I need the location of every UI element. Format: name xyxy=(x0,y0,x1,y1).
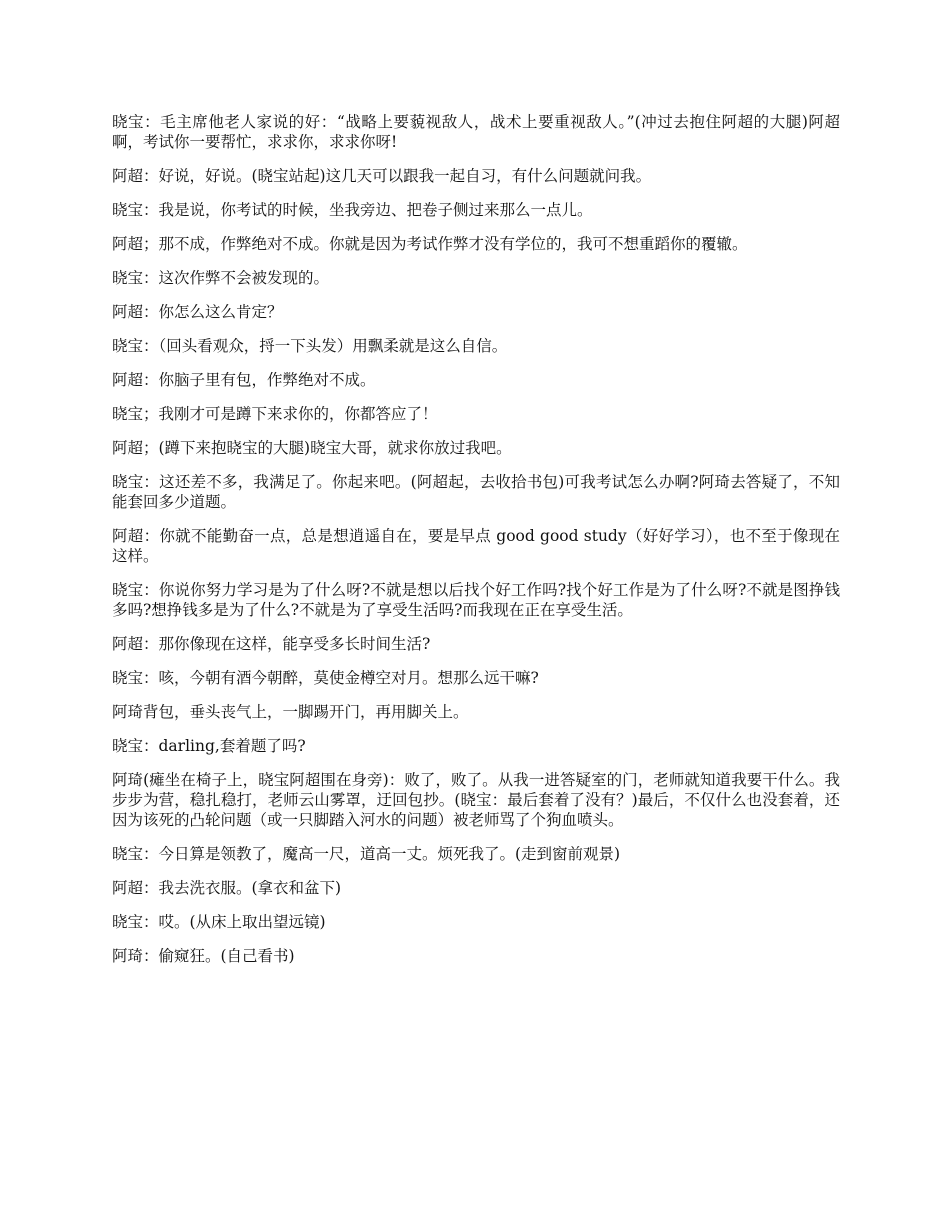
dialogue-paragraph: 晓宝：我是说，你考试的时候，坐我旁边、把卷子侧过来那么一点儿。 xyxy=(112,201,593,219)
dialogue-paragraph: 阿超：你就不能勤奋一点，总是想逍遥自在，要是早点 good good study（好好学习），也不至于像现在这样。 xyxy=(112,527,840,565)
dialogue-paragraph: 晓宝：哎。(从床上取出望远镜) xyxy=(112,913,326,931)
dialogue-paragraph: 晓宝：darling,套着题了吗? xyxy=(112,737,306,755)
stage-direction-paragraph: 阿琦背包，垂头丧气上，一脚踢开门，再用脚关上。 xyxy=(112,703,469,721)
dialogue-paragraph: 阿超：好说，好说。(晓宝站起)这几天可以跟我一起自习，有什么问题就问我。 xyxy=(112,167,652,185)
dialogue-paragraph: 阿琦：偷窥狂。(自己看书) xyxy=(112,947,295,965)
dialogue-paragraph: 晓宝：你说你努力学习是为了什么呀?不就是想以后找个好工作吗?找个好工作是为了什么呀?不就是图挣钱多吗?想挣钱多是为了什么?不就是为了享受生活吗?而我现在正在享受生活。 xyxy=(112,581,840,619)
dialogue-paragraph: 阿超；那不成，作弊绝对不成。你就是因为考试作弊才没有学位的，我可不想重蹈你的覆辙。 xyxy=(112,235,748,253)
dialogue-paragraph: 晓宝：今日算是领教了，魔高一尺，道高一丈。烦死我了。(走到窗前观景) xyxy=(112,845,621,863)
dialogue-paragraph: 阿超：我去洗衣服。(拿衣和盆下) xyxy=(112,879,342,897)
dialogue-paragraph: 晓宝；我刚才可是蹲下来求你的，你都答应了！ xyxy=(112,405,438,423)
dialogue-paragraph: 阿超；(蹲下来抱晓宝的大腿)晓宝大哥，就求你放过我吧。 xyxy=(112,439,512,457)
dialogue-paragraph: 晓宝：这次作弊不会被发现的。 xyxy=(112,269,330,287)
dialogue-paragraph: 阿超：那你像现在这样，能享受多长时间生活? xyxy=(112,635,431,653)
script-text-body xyxy=(112,112,840,980)
dialogue-paragraph: 晓宝：（回头看观众，捋一下头发）用飘柔就是这么自信。 xyxy=(112,337,508,355)
dialogue-paragraph: 阿琦(瘫坐在椅子上，晓宝阿超围在身旁)：败了，败了。从我一进答疑室的门，老师就知道我要干什么。我步步为营，稳扎稳打，老师云山雾罩，迂回包抄。(晓宝：最后套着了没有？)最后，不仅什么也没套着，还因为该死的凸轮问题（或一只脚踏入河水的问题）被老师骂了个狗血喷头。 xyxy=(112,771,840,829)
dialogue-paragraph: 晓宝：毛主席他老人家说的好：“战略上要藐视敌人，战术上要重视敌人。”(冲过去抱住阿超的大腿)阿超啊，考试你一要帮忙，求求你，求求你呀! xyxy=(112,113,840,151)
dialogue-paragraph: 晓宝：咳，今朝有酒今朝醉，莫使金樽空对月。想那么远干嘛? xyxy=(112,669,539,687)
dialogue-paragraph: 阿超：你脑子里有包，作弊绝对不成。 xyxy=(112,371,376,389)
dialogue-paragraph: 晓宝：这还差不多，我满足了。你起来吧。(阿超起，去收拾书包)可我考试怎么办啊?阿琦去答疑了，不知能套回多少道题。 xyxy=(112,473,840,511)
dialogue-paragraph: 阿超：你怎么这么肯定？ xyxy=(112,303,283,321)
